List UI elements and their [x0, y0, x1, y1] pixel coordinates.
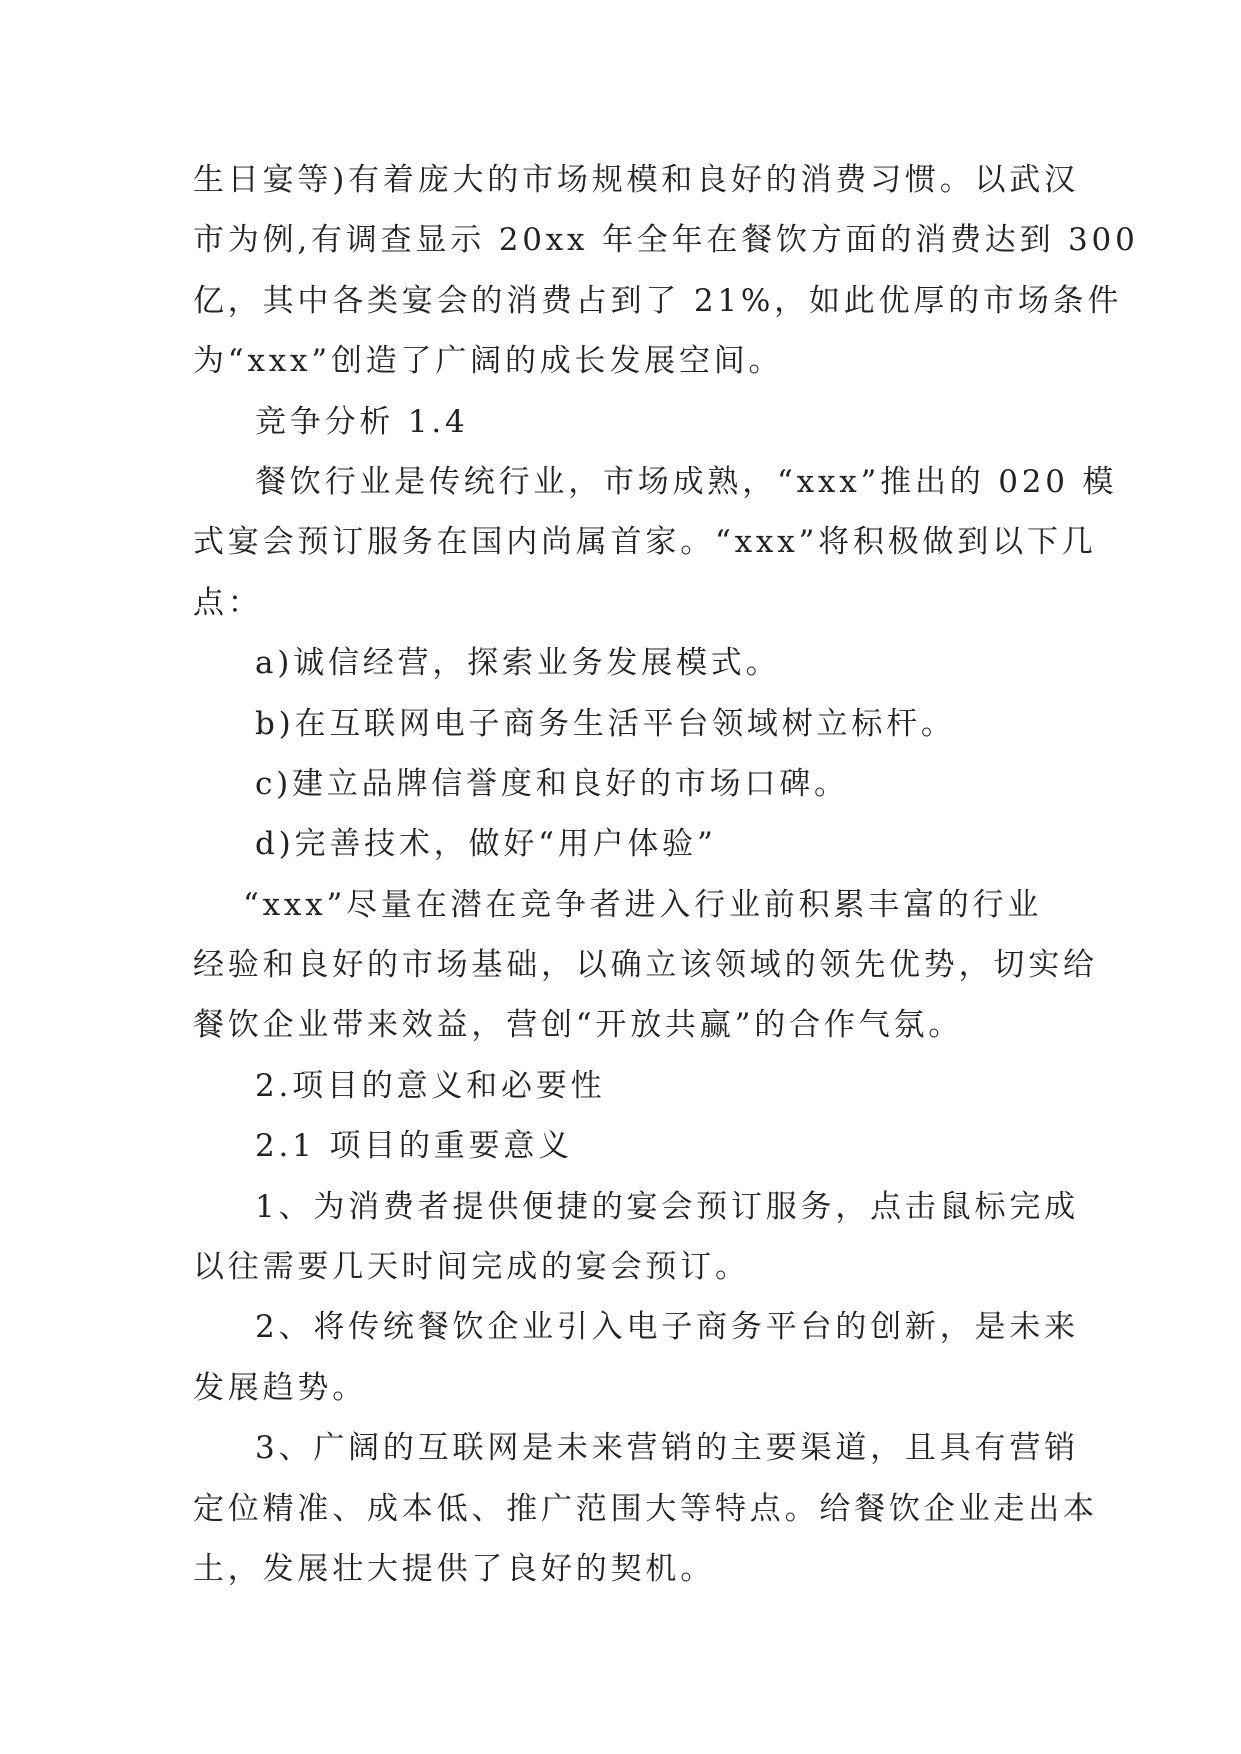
list-item: b)在互联网电子商务生活平台领域树立标杆。: [255, 705, 956, 742]
section-heading: 竞争分析 1.4: [255, 403, 469, 440]
document-page: [193, 150, 1139, 1599]
text-line: 餐饮行业是传统行业，市场成熟，“xxx”推出的 020 模: [255, 463, 1118, 500]
text-line: 以往需要几天时间完成的宴会预订。: [193, 1249, 750, 1286]
text-line: 3、广阔的互联网是未来营销的主要渠道，且具有营销: [255, 1430, 1079, 1467]
text-line: 土，发展壮大提供了良好的契机。: [193, 1550, 715, 1587]
list-item: a)诚信经营，探索业务发展模式。: [255, 645, 781, 682]
text-line: 市为例,有调查显示 20xx 年全年在餐饮方面的消费达到 300: [193, 222, 1139, 259]
text-line: 为“xxx”创造了广阔的成长发展空间。: [193, 343, 784, 380]
text-line: “xxx”尽量在潜在竞争者进入行业前积累丰富的行业: [243, 886, 1043, 923]
text-line: 发展趋势。: [193, 1369, 367, 1406]
text-line: 经验和良好的市场基础，以确立该领域的领先优势，切实给: [193, 947, 1098, 984]
text-line: 1、为消费者提供便捷的宴会预订服务，点击鼠标完成: [255, 1188, 1079, 1225]
text-line: 定位精准、成本低、推广范围大等特点。给餐饮企业走出本: [193, 1490, 1098, 1527]
text-line: 餐饮企业带来效益，营创“开放共赢”的合作气氛。: [193, 1007, 964, 1044]
text-line: 亿，其中各类宴会的消费占到了 21%，如此优厚的市场条件: [193, 282, 1123, 319]
text-line: 点：: [193, 584, 263, 621]
text-line: 式宴会预订服务在国内尚属首家。“xxx”将积极做到以下几: [193, 524, 1097, 561]
section-heading: 2.项目的意义和必要性: [255, 1067, 606, 1104]
list-item: d)完善技术，做好“用户体验”: [255, 826, 717, 863]
subsection-heading: 2.1 项目的重要意义: [255, 1128, 573, 1165]
text-line: 2、将传统餐饮企业引入电子商务平台的创新，是未来: [255, 1309, 1079, 1346]
list-item: c)建立品牌信誉度和良好的市场口碑。: [255, 765, 849, 802]
text-line: 生日宴等)有着庞大的市场规模和良好的消费习惯。以武汉: [193, 162, 1079, 198]
